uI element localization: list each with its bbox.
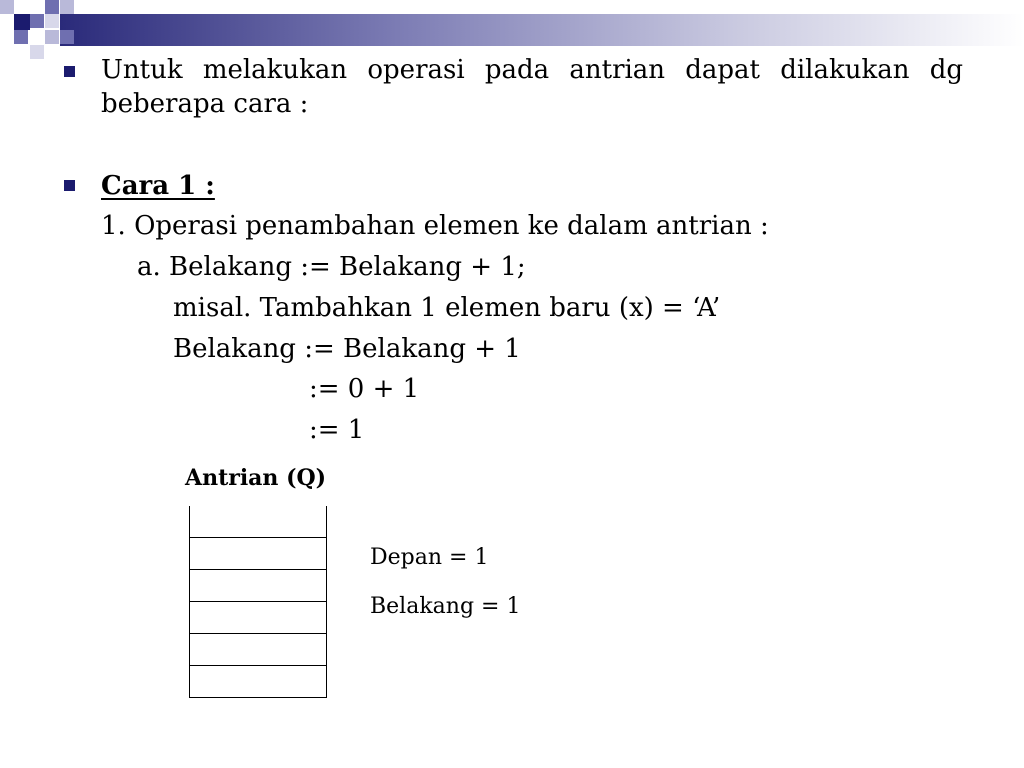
decor-square — [0, 0, 14, 14]
queue-cell — [189, 634, 327, 666]
calc-line-1: Belakang := Belakang + 1 — [173, 334, 521, 364]
header-gradient-bar — [60, 14, 1024, 46]
intro-line-2: beberapa cara : — [101, 89, 309, 119]
bullet-icon — [64, 180, 75, 191]
decor-square — [14, 30, 28, 44]
belakang-label: Belakang = 1 — [370, 594, 521, 619]
bullet-icon — [64, 66, 75, 77]
queue-cell — [189, 602, 327, 634]
depan-label: Depan = 1 — [370, 545, 489, 570]
decor-square — [45, 14, 59, 28]
queue-cell — [189, 570, 327, 602]
cara-heading: Cara 1 : — [101, 171, 215, 201]
decor-square — [60, 0, 74, 14]
intro-line-1: Untuk melakukan operasi pada antrian dapat dilakukan dg — [101, 55, 963, 85]
queue-diagram — [189, 506, 327, 698]
decor-square — [30, 45, 44, 59]
step-1: 1. Operasi penambahan elemen ke dalam antrian : — [101, 211, 769, 241]
step-1a: a. Belakang := Belakang + 1; — [137, 252, 526, 282]
decor-square — [30, 14, 44, 28]
calc-line-2: := 0 + 1 — [309, 374, 420, 404]
decor-square — [14, 14, 30, 30]
queue-cell — [189, 538, 327, 570]
calc-line-3: := 1 — [309, 415, 365, 445]
queue-title: Antrian (Q) — [185, 465, 327, 491]
decor-square — [45, 0, 59, 14]
decor-square — [60, 30, 74, 44]
queue-cell — [189, 666, 327, 698]
queue-cell — [189, 506, 327, 538]
decor-square — [45, 30, 59, 44]
example-line: misal. Tambahkan 1 elemen baru (x) = ‘A’ — [173, 293, 721, 323]
